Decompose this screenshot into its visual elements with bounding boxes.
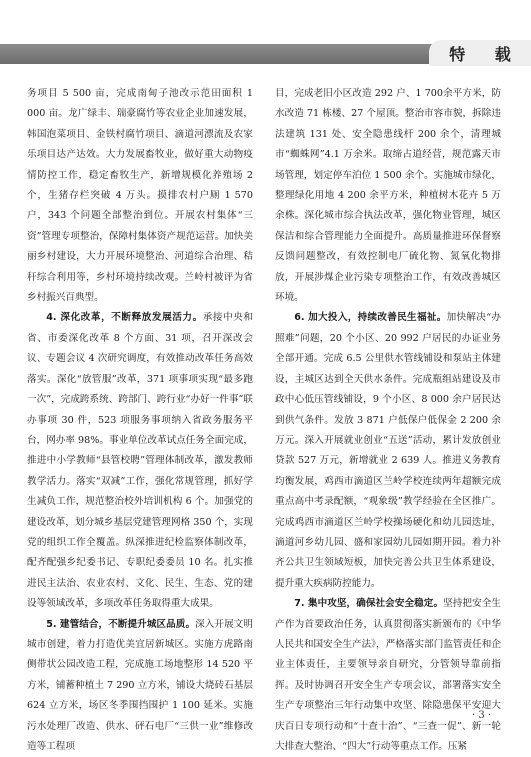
paragraph bbox=[27, 615, 253, 757]
section-heading: 4. 深化改革，不断释放发展活力。 bbox=[46, 312, 203, 324]
paragraph bbox=[27, 308, 253, 614]
section-title: 特 载 bbox=[449, 44, 523, 64]
left-column bbox=[27, 84, 253, 757]
paragraph-body: 坚持把安全生产作为首要政治任务，认真贯彻落实新颁布的《中华人民共和国安全生产法》，严格落实部门监管责任和企业主体责任，主要领导亲自研究，分管领导靠前指挥。及时协调召开安全生产专项会议，部署落实安全生产专项整治三年行动集中攻坚、除隐患保平安迎大庆百日专项行动和“十查十治”、“三查一促”、新一轮大排查大整治、“四大”行动等重点工作。压紧 bbox=[275, 598, 501, 752]
paragraph-body: 深入开展文明城市创建，着力打造优美宜居新城区。实施方虎路南侧带状公园改造工程，完成施工场地整形 14 520 平方米，铺蓄种植土 7 290 立方米，铺设大烧砖石基层 624 立方米，场区冬季围挡围护 1 100 延米。实施污水处理厂改造、供水、砰石电厂“三供一业”维修改造等工程项 bbox=[27, 618, 253, 752]
paragraph bbox=[275, 308, 501, 594]
section-heading: 5. 建管结合，不断提升城区品质。 bbox=[46, 618, 196, 630]
paragraph: 务项目 5 500 亩，完成南甸子池改示范田面积 1 000 亩。龙广绿丰、瑞豪腐竹等农业企业加速发展，韩国泡菜项目、金铁村腐竹项目、滴道河漂流及农家乐项目达产达效。大力发展畜牧业，做好重大动物疫情防控工作，稳定畜牧生产，新增规模化养殖场 2 个，生猪存栏突破 4 万头。摸排农村户厕 1 570 户，343 个问题全部整治到位。开展农村集体“三资”管理专项整治，保障村集体资产规范运营。加快美丽乡村建设，大力开展环境整治、河道综合治理、秸秆综合利用等，乡村环境持续改观。兰岭村被评为省乡村振兴百典型。 bbox=[27, 88, 253, 304]
section-heading: 7. 集中攻坚，确保社会安全稳定。 bbox=[294, 598, 444, 610]
section-tab bbox=[429, 40, 531, 66]
section-heading: 6. 加大投入，持续改善民生福祉。 bbox=[294, 312, 447, 324]
paragraph bbox=[275, 594, 501, 757]
page-number: · 3 · bbox=[472, 710, 492, 721]
paragraph: 目，完成老旧小区改造 292 户、1 700余平方米，防水改造 71 栋楼、27 个屋顶。整治市容市貌，拆除违法建筑 131 处、安全隐患线杆 200 余个，清理城市“蜘蛛网”4.1 万余米。取缔占道经营，规范露天市场管理，划定停车泊位 1 500 余个。实施城市绿化，整理绿化用地 4 200 余平方米，种植树木花卉 5 万余株。深化城市综合执法改革，强化物业管理，城区保洁和综合管理能力全面提升。高质量推进环保督察反馈问题整改，有效控制电厂硫化物、氮氧化物排放，开展涉煤企业污染专项整治工作，有效改善城区环境。 bbox=[275, 88, 501, 304]
paragraph-body: 承接中央和省、市委深化改革 8 个方面、31 项，召开深改会议、专题会议 4 次研究调度，有效推动改革任务高效落实。深化“放管服”改革，371 项事项实现“最多跑一次”，完成跨系统、跨部门、跨行业“办好一件事”联办事项 30 件，523 项服务事项纳入省政务服务平台，网办率 98%。事业单位改革试点任务全面完成，推进中小学教师“县管校聘”管理体制改革，激发教师教学活力。落实“双减”工作，强化常规管理，抓好学生减负工作，规范整治校外培训机构 6 个。加强党的建设改革，划分城乡基层党建管理网格 350 个，实现党的组织工作全覆盖。纵深推进纪检监察体制改革，配齐配强乡纪委书记、专职纪委委员 10 名。扎实推进民主法治、农业农村、文化、民生、生态、党的建设等领域改革，多项改革任务取得重大成果。 bbox=[27, 312, 253, 610]
paragraph-body: 加快解决“办照难”问题，20 个小区、20 992 户居民的办证业务全部开通。完成 6.5 公里供水管线铺设和泵站主体建设，主城区达到全天供水条件。完成瓶组站建设及市政中心低压管线铺设，9 个小区、8 000 余户居民达到供气条件。发放 3 871 户低保户低保金 2 200 余万元。深入开展就业创业“五送”活动，累计发放创业贷款 527 万元，新增就业 2 639 人。推进义务教育均衡发展，鸡西市滴道区兰岭学校连续两年超额完成重点高中考录配额，“观象级”教学经验在全区推广。完成鸡西市滴道区兰岭学校操场硬化和幼儿园迭址，滴道河乡幼儿园、盛和家园幼儿园如期开园。着力补齐公共卫生领域短板，加快完善公共卫生体系建设，提升重大疾病防控能力。 bbox=[275, 312, 501, 589]
right-column bbox=[275, 84, 501, 757]
